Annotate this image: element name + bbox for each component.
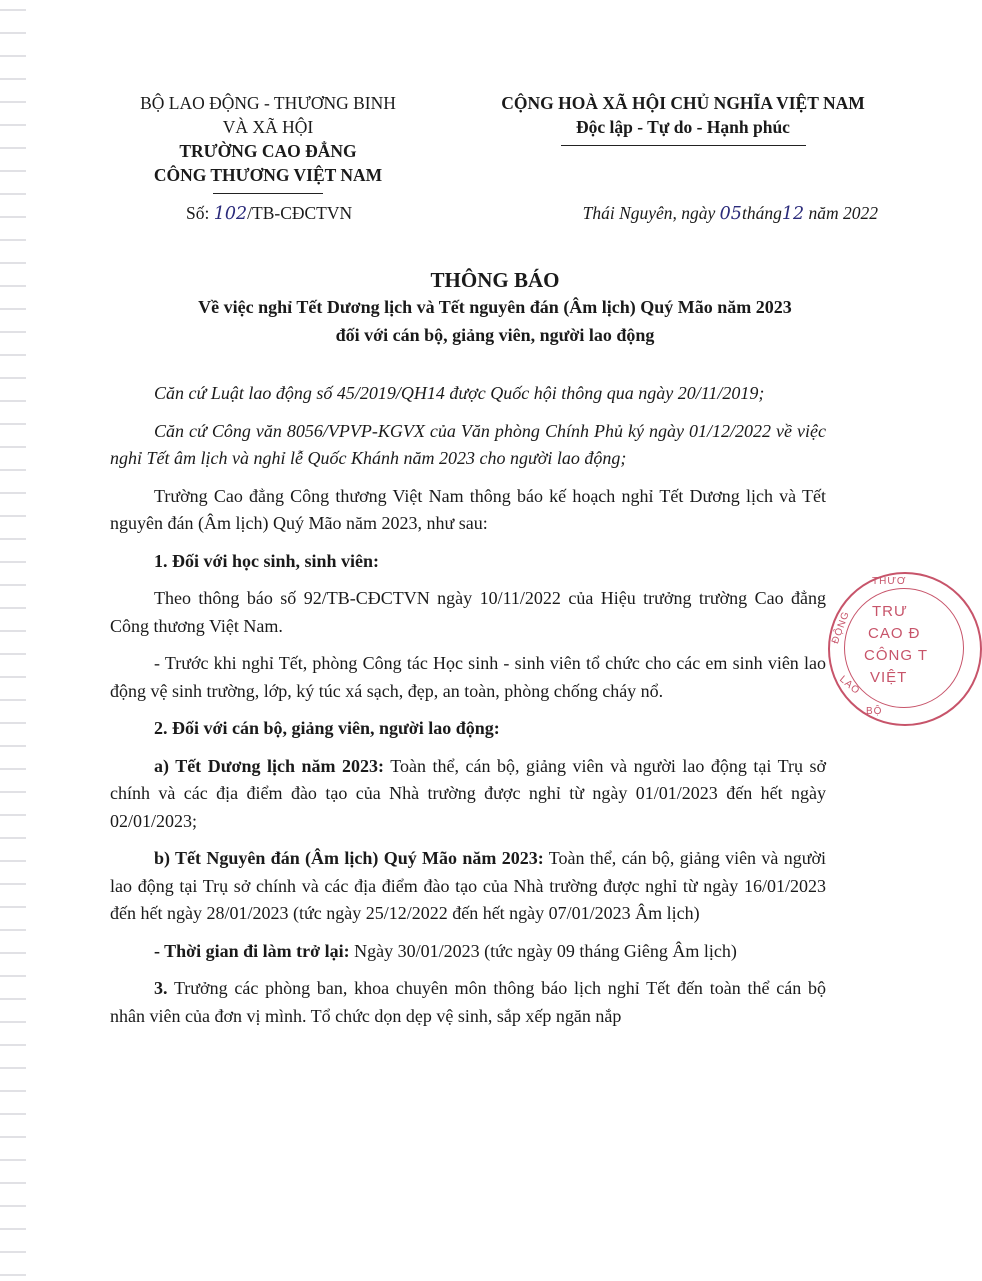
section-2b-paragraph: [110, 845, 826, 928]
return-to-work-paragraph: [110, 938, 826, 966]
motto-divider: [561, 145, 806, 146]
seal-center-line-4: VIỆT: [870, 669, 908, 686]
section-3-label: 3.: [154, 978, 168, 998]
seal-ring-left: LAO: [837, 673, 862, 698]
date-month: 12: [781, 204, 805, 224]
seal-ring-side: ĐỘNG: [830, 609, 852, 646]
document-subtitle-1: Về việc nghỉ Tết Dương lịch và Tết nguyên đán (Âm lịch) Quý Mão năm 2023: [198, 297, 792, 317]
legal-basis-2: Căn cứ Công văn 8056/VPVP-KGVX của Văn phòng Chính Phủ ký ngày 01/12/2022 về việc nghỉ Tết âm lịch và nghỉ lễ Quốc Khánh năm 2023 cho người lao động;: [110, 420, 826, 468]
country-name: CỘNG HOÀ XÃ HỘI CHỦ NGHĨA VIỆT NAM: [501, 93, 865, 113]
section-2b-text: Toàn thể, cán bộ, giảng viên và người lao động tại Trụ sở chính và các địa điểm đào tạo của Nhà trường được nghỉ từ ngày 16/01/2023 đến hết ngày 28/01/2023 (tức ngày 25/12/2022 đến hết ngày 07/01/2023 Âm lịch): [110, 848, 826, 923]
return-text: Ngày 30/01/2023 (tức ngày 09 tháng Giêng Âm lịch): [349, 940, 737, 961]
section-1-heading: 1. Đối với học sinh, sinh viên:: [154, 550, 380, 571]
section-1-paragraph-2: - Trước khi nghỉ Tết, phòng Công tác Học sinh - sinh viên tổ chức cho các em sinh viên lao động vệ sinh trường, lớp, ký túc xá sạch, đẹp, an toàn, phòng chống cháy nổ.: [110, 653, 826, 701]
section-2a-label: a) Tết Dương lịch năm 2023:: [154, 755, 385, 776]
section-3-text: Trưởng các phòng ban, khoa chuyên môn thông báo lịch nghỉ Tết đến toàn thể cán bộ nhân viên của đơn vị mình. Tổ chức dọn dẹp vệ sinh, sắp xếp ngăn nắp: [110, 978, 826, 1026]
school-line-1: TRƯỜNG CAO ĐẲNG: [179, 141, 357, 161]
section-2a-text: Toàn thể, cán bộ, giảng viên và người lao động tại Trụ sở chính và các địa điểm đào tạo của Nhà trường được nghỉ từ ngày 01/01/2023 đến hết ngày 02/01/2023;: [110, 755, 827, 831]
legal-basis-1: Căn cứ Luật lao động số 45/2019/QH14 được Quốc hội thông qua ngày 20/11/2019;: [154, 383, 765, 403]
number-suffix: /TB-CĐCTVN: [247, 203, 353, 223]
seal-center-line-1: TRƯ: [872, 603, 908, 620]
document-subtitle-2: đối với cán bộ, giảng viên, người lao động: [335, 325, 655, 345]
document-title: THÔNG BÁO: [430, 268, 560, 292]
official-seal: [828, 572, 982, 726]
seal-center-line-2: CAO Đ: [868, 625, 921, 642]
section-2a-paragraph: [110, 753, 826, 836]
date-month-label: tháng: [741, 203, 782, 223]
seal-center-line-3: CÔNG T: [864, 647, 929, 664]
ministry-line-2: VÀ XÃ HỘI: [222, 117, 314, 137]
issuing-agency-block: [118, 91, 418, 194]
school-line-2: CÔNG THƯƠNG VIỆT NAM: [153, 165, 383, 185]
ministry-line-1: BỘ LAO ĐỘNG - THƯƠNG BINH: [140, 93, 396, 113]
number-handwritten: 102: [213, 204, 248, 224]
document-date: [583, 203, 878, 224]
number-prefix: Số:: [186, 203, 214, 223]
section-3-paragraph: [110, 975, 826, 1030]
document-body: [110, 380, 826, 1040]
seal-ring-bottom: BỘ: [866, 706, 883, 717]
intro-paragraph: Trường Cao đẳng Công thương Việt Nam thông báo kế hoạch nghỉ Tết Dương lịch và Tết nguyên đán (Âm lịch) Quý Mão năm 2023, như sau:: [110, 485, 826, 533]
motto: Độc lập - Tự do - Hạnh phúc: [576, 117, 790, 137]
date-prefix: Thái Nguyên, ngày: [582, 203, 720, 223]
return-label: - Thời gian đi làm trở lại:: [154, 940, 350, 961]
section-2-heading: 2. Đối với cán bộ, giảng viên, người lao động:: [154, 718, 500, 738]
scan-edge-artifact: [0, 0, 26, 1281]
section-2b-label: b) Tết Nguyên đán (Âm lịch) Quý Mão năm 2023:: [154, 848, 544, 868]
seal-ring-top: THƯƠ: [872, 576, 907, 587]
document-number: [186, 203, 352, 224]
section-1-paragraph-1: Theo thông báo số 92/TB-CĐCTVN ngày 10/11/2022 của Hiệu trưởng trường Cao đẳng Công thương Việt Nam.: [110, 588, 826, 636]
national-motto-block: [478, 91, 888, 146]
date-day: 05: [719, 204, 742, 224]
date-year: năm 2022: [804, 203, 878, 223]
agency-divider: [213, 193, 323, 194]
